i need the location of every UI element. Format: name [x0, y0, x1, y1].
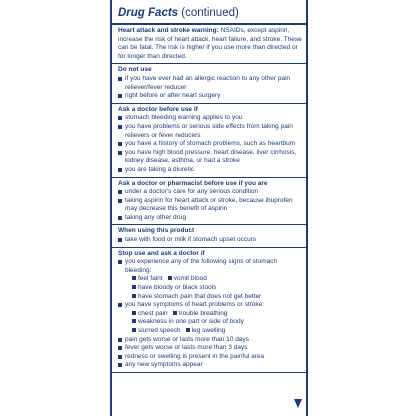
- title-continued: (continued): [181, 7, 239, 19]
- square-bullet-icon: [132, 328, 136, 332]
- list-item: you are taking a diuretic: [118, 166, 302, 175]
- square-bullet-icon: [173, 311, 177, 315]
- bleeding-signs-row: [118, 284, 302, 293]
- heart-intro: you have symptoms of heart problems or stroke:: [118, 301, 302, 310]
- do-not-use-section: [112, 64, 306, 103]
- list-item: take with food or milk if stomach upset occurs: [118, 236, 302, 245]
- stop-use-heading: Stop use and ask a doctor if: [118, 249, 205, 257]
- list-item: stomach bleeding warning applies to you: [118, 114, 302, 123]
- list-item: taking any other drug: [118, 214, 302, 223]
- list-item: any new symptoms appear: [118, 361, 302, 370]
- list-item: you have a history of stomach problems, such as heartburn: [118, 140, 302, 149]
- list-item: fever gets worse or lasts more than 3 days: [118, 344, 302, 353]
- list-item: taking aspirin for heart attack or stroke, because ibuprofen may decrease this benefit of aspirin: [118, 197, 302, 214]
- heart-signs-row: [118, 327, 302, 336]
- list-item: pain gets worse or lasts more than 10 days: [118, 336, 302, 345]
- list-item: you have problems or serious side effects from taking pain relievers or fever reducers: [118, 123, 302, 140]
- drug-facts-title: [112, 0, 306, 25]
- ask-doctor-pharmacist-section: [112, 178, 306, 226]
- heart-signs-row: [118, 318, 302, 327]
- bleeding-signs-row: [118, 293, 302, 302]
- square-bullet-icon: [186, 328, 190, 332]
- square-bullet-icon: [132, 294, 136, 298]
- drug-facts-panel: [110, 0, 308, 416]
- bleeding-signs-row: [118, 275, 302, 284]
- sign-vomit-blood: vomit blood: [173, 275, 207, 283]
- when-using-heading: When using this product: [118, 227, 195, 235]
- bleeding-intro: you experience any of the following signs of stomach bleeding:: [118, 258, 302, 275]
- sign-leg-swelling: leg swelling: [191, 327, 226, 334]
- heart-warning-heading: Heart attack and stroke warning:: [118, 27, 219, 34]
- title-main: Drug Facts: [118, 7, 179, 19]
- square-bullet-icon: [132, 276, 136, 280]
- stop-use-section: [112, 248, 306, 373]
- ask-doctor-pharmacist-heading: Ask a doctor or pharmacist before use if you are: [118, 179, 268, 187]
- square-bullet-icon: [132, 285, 136, 289]
- ask-doctor-heading: Ask a doctor before use if: [118, 105, 198, 113]
- heart-warning-section: [112, 25, 306, 64]
- list-item: redness or swelling is present in the painful area: [118, 353, 302, 362]
- heart-warning-paragraph: [118, 27, 302, 61]
- continued-arrow-icon: [294, 399, 302, 408]
- sign-stomach-pain: have stomach pain that does not get better: [138, 292, 262, 300]
- heart-signs-row: [118, 310, 302, 319]
- sign-trouble-breathing: trouble breathing: [178, 309, 228, 317]
- square-bullet-icon: [132, 311, 136, 315]
- list-item: right before or after heart surgery: [118, 92, 302, 101]
- do-not-use-heading: Do not use: [118, 66, 152, 74]
- list-item: you have high blood pressure, heart disease, liver cirrhosis, kidney disease, asthma, or had a stroke: [118, 149, 302, 166]
- heart-warning-text: NSAIDs, except aspirin, increase the risk of heart attack, heart failure, and stroke. These can be fatal. The risk is higher if you use more than directed or for longer than directed.: [118, 27, 302, 60]
- list-item: under a doctor's care for any serious condition: [118, 188, 302, 197]
- list-item: if you have ever had an allergic reaction to any other pain reliever/fever reducer: [118, 75, 302, 92]
- square-bullet-icon: [132, 319, 136, 323]
- sign-weakness: weakness in one part or side of body: [138, 318, 244, 326]
- sign-bloody-stools: have bloody or black stools: [138, 284, 217, 292]
- square-bullet-icon: [168, 276, 172, 280]
- when-using-section: [112, 225, 306, 247]
- sign-chest-pain: chest pain: [138, 309, 168, 317]
- ask-doctor-section: [112, 104, 306, 178]
- sign-feel-faint: feel faint: [138, 275, 163, 283]
- sign-slurred-speech: slurred speech: [138, 327, 181, 334]
